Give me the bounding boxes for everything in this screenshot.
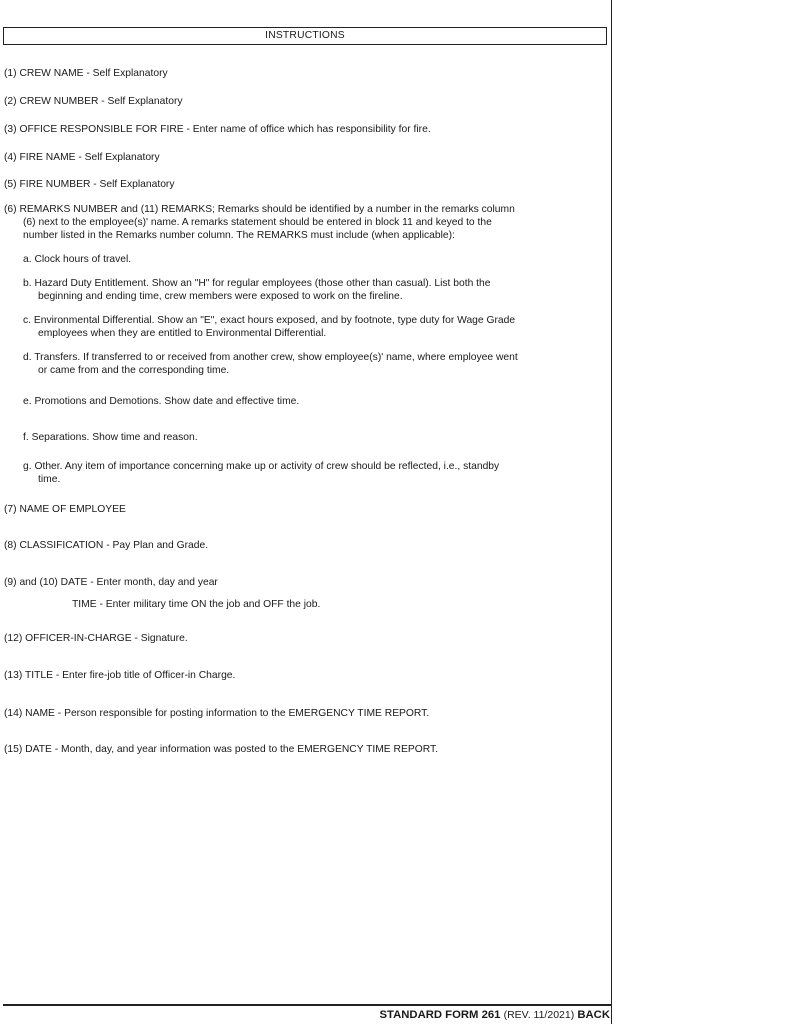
instruction-13: (13) TITLE - Enter fire-job title of Officer-in Charge. (4, 670, 236, 681)
instruction-6g-line-2: time. (38, 474, 61, 485)
instruction-6g-line-1: g. Other. Any item of importance concerning make up or activity of crew should be reflected, i.e., standby (23, 461, 500, 472)
instruction-6d-line-1: d. Transfers. If transferred to or received from another crew, show employee(s)' name, where employee went (23, 352, 518, 363)
instruction-3: (3) OFFICE RESPONSIBLE FOR FIRE - Enter name of office which has responsibility for fire. (4, 124, 431, 135)
instruction-6c-line-1: c. Environmental Differential. Show an "E", exact hours exposed, and by footnote, type duty for Wage Grade (23, 315, 516, 326)
form-revision: (REV. 11/2021) (503, 1009, 575, 1021)
instruction-4: (4) FIRE NAME - Self Explanatory (4, 152, 160, 163)
instruction-6f: f. Separations. Show time and reason. (23, 432, 198, 443)
instruction-6-line-3: number listed in the Remarks number column. The REMARKS must include (when applicable): (23, 230, 455, 241)
instruction-6b-line-1: b. Hazard Duty Entitlement. Show an "H" for regular employees (those other than casual). List both the (23, 278, 491, 289)
instruction-6e: e. Promotions and Demotions. Show date and effective time. (23, 396, 300, 407)
instruction-6-line-2: (6) next to the employee(s)' name. A remarks statement should be entered in block 11 and keyed to the (23, 217, 492, 228)
instruction-5: (5) FIRE NUMBER - Self Explanatory (4, 179, 175, 190)
instruction-12: (12) OFFICER-IN-CHARGE - Signature. (4, 633, 188, 644)
form-number: STANDARD FORM 261 (379, 1009, 501, 1021)
instruction-1: (1) CREW NAME - Self Explanatory (4, 68, 168, 79)
footer-rule (3, 1004, 611, 1006)
instruction-6-line-1: (6) REMARKS NUMBER and (11) REMARKS; Remarks should be identified by a number in the remarks column (4, 204, 515, 215)
instruction-14: (14) NAME - Person responsible for posting information to the EMERGENCY TIME REPORT. (4, 708, 430, 719)
instruction-6b-line-2: beginning and ending time, crew members were exposed to work on the fireline. (38, 291, 403, 302)
instruction-2: (2) CREW NUMBER - Self Explanatory (4, 96, 183, 107)
page-side: BACK (577, 1009, 610, 1021)
instructions-header: INSTRUCTIONS (3, 27, 607, 45)
instruction-15: (15) DATE - Month, day, and year information was posted to the EMERGENCY TIME REPORT. (4, 744, 438, 755)
instruction-6d-line-2: or came from and the corresponding time. (38, 365, 230, 376)
instruction-6c-line-2: employees when they are entitled to Environmental Differential. (38, 328, 327, 339)
instruction-9-10-date: (9) and (10) DATE - Enter month, day and year (4, 577, 218, 588)
right-margin-rule (611, 0, 612, 1024)
instruction-9-10-time: TIME - Enter military time ON the job and OFF the job. (72, 599, 321, 610)
instruction-6a: a. Clock hours of travel. (23, 254, 132, 265)
instruction-7: (7) NAME OF EMPLOYEE (4, 504, 126, 515)
form-footer (380, 1008, 611, 1022)
instruction-8: (8) CLASSIFICATION - Pay Plan and Grade. (4, 540, 209, 551)
